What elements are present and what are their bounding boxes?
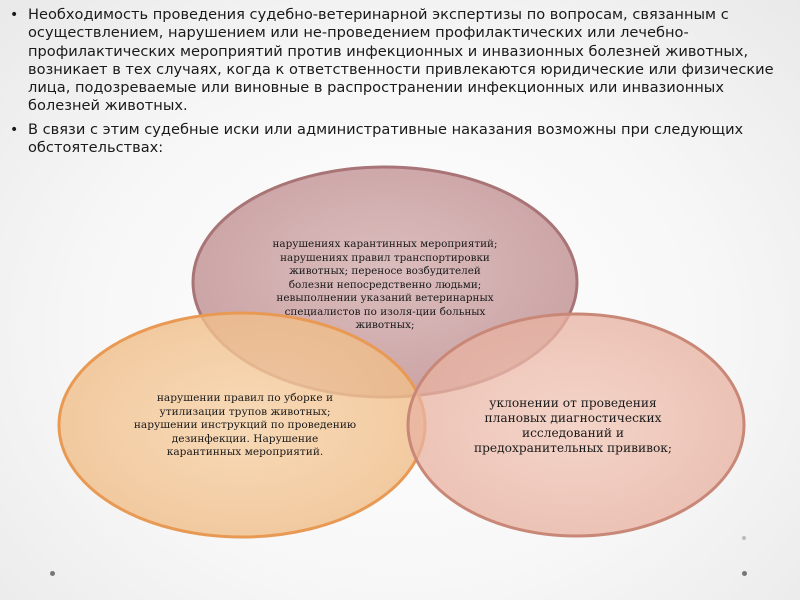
nav-dot-left <box>50 571 55 576</box>
bullet-text: Необходимость проведения судебно-ветеринарной экспертизы по вопросам, связанным с осуществлением, нарушением или не-проведением профилактических или лечебно-профилактических мероприятий против инфекционных и инвазионных болезней животных, возникает в тех случаях, когда к ответственности привлекаются юридические или физические лица, подозреваемые или виновные в распространении инфекционных или инвазионных болезней животных. <box>28 6 774 115</box>
nav-dot-right-upper <box>742 536 746 540</box>
bullet-text: В связи с этим судебные иски или административные наказания возможны при следующих обстоятельствах: <box>28 120 744 157</box>
top-circle-label: нарушениях карантинных мероприятий; нарушениях правил транспортировки животных; переносе возбудителей болезни непосредственно людьми; невыполнении указаний ветеринарных специалистов по изоля-ции больных животных; <box>272 238 498 331</box>
left-circle-label: нарушении правил по уборке и утилизации трупов животных; нарушении инструкций по проведению дезинфекции. Нарушение карантинных мероприятий. <box>133 392 357 458</box>
bullet-mark: • <box>10 7 19 23</box>
nav-dot-right <box>742 571 747 576</box>
right-circle-label: уклонении от проведения плановых диагностических исследований и предохранительных прививок; <box>473 396 673 455</box>
bullet-mark: • <box>10 121 19 138</box>
